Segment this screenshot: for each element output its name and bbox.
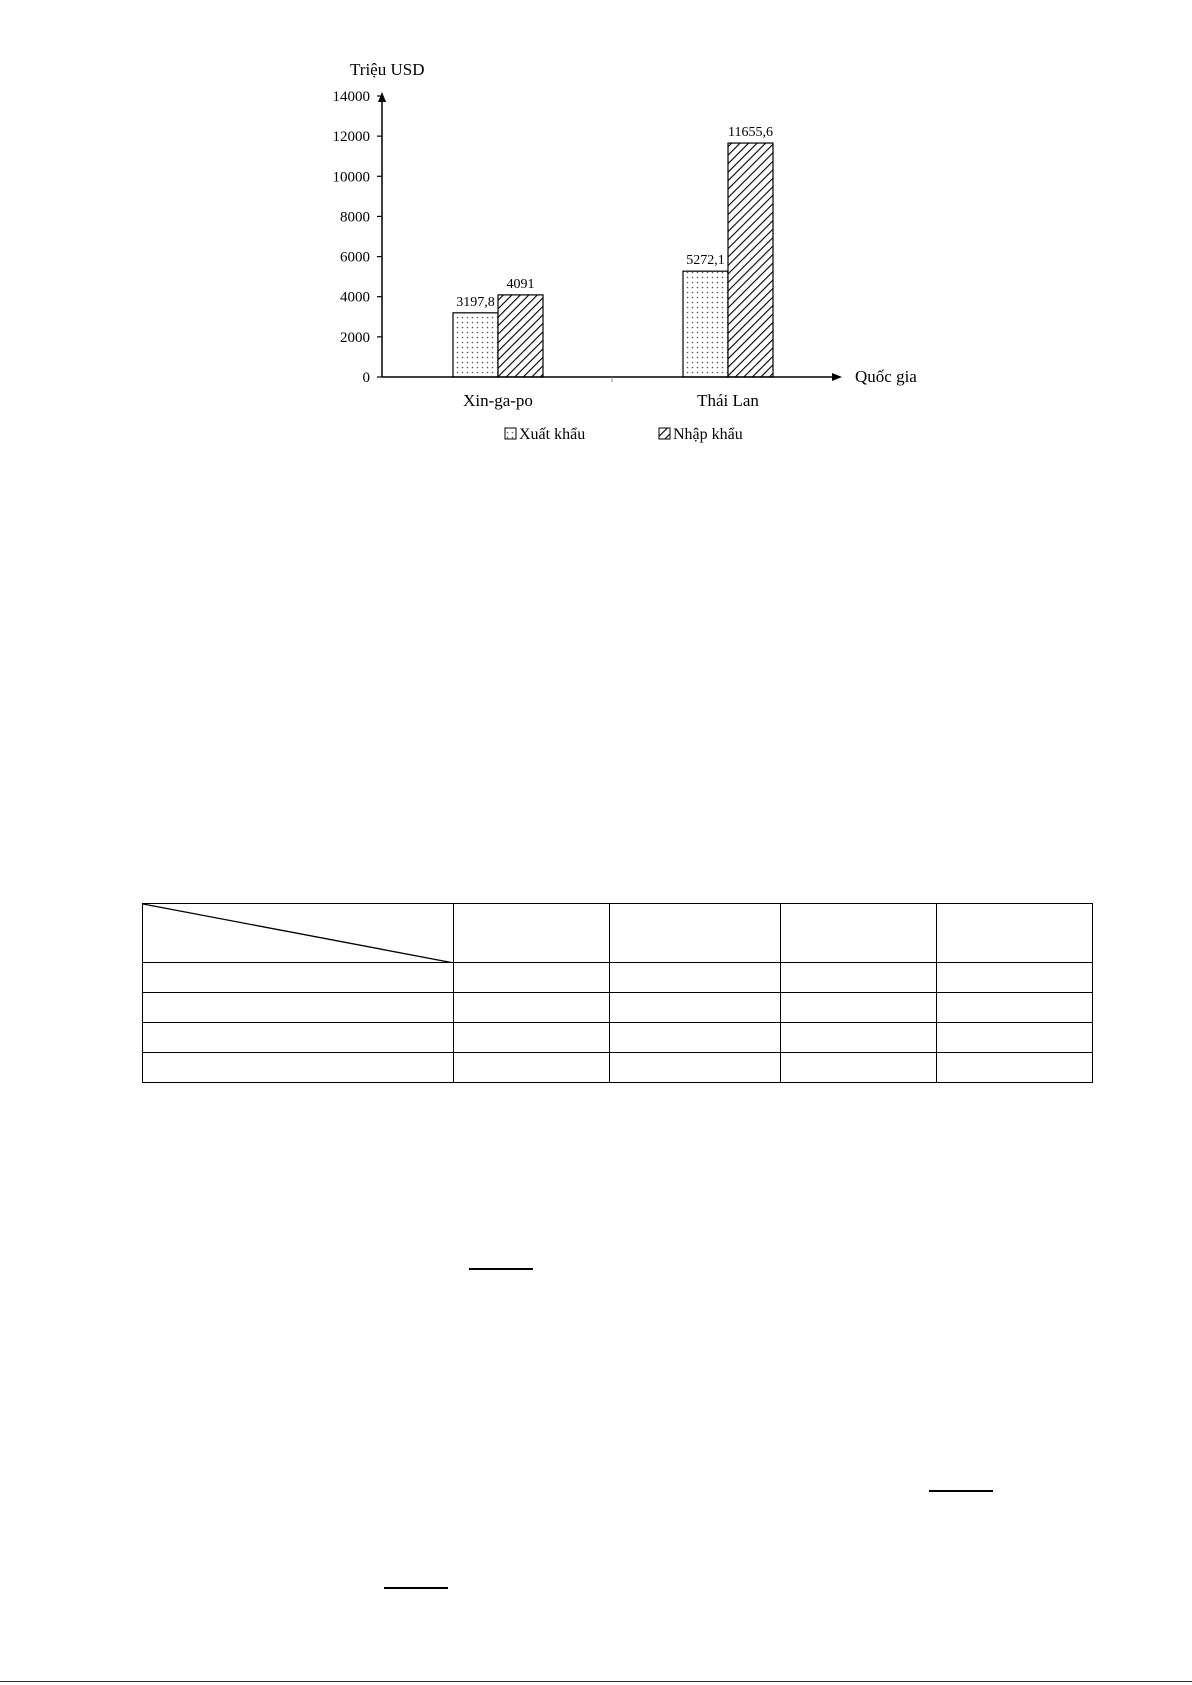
table-cell <box>781 1053 937 1083</box>
bar-import <box>498 295 543 377</box>
x-axis-title: Quốc gia <box>855 367 917 386</box>
table-cell <box>454 993 610 1023</box>
table-corner-cell <box>143 904 454 963</box>
empty-data-table <box>142 903 1093 1083</box>
table-row <box>143 1023 1093 1053</box>
x-category-label: Thái Lan <box>697 391 759 410</box>
y-tick-label: 8000 <box>340 209 370 226</box>
y-tick-label: 4000 <box>340 289 370 306</box>
y-tick-label: 10000 <box>332 169 370 186</box>
table-cell <box>143 1053 454 1083</box>
table-cell <box>781 993 937 1023</box>
table-cell <box>610 993 781 1023</box>
bar-data-label: 3197,8 <box>456 294 495 310</box>
table-cell <box>454 1053 610 1083</box>
table-cell <box>610 1053 781 1083</box>
y-tick-label: 6000 <box>340 249 370 266</box>
y-axis-title: Triệu USD <box>350 60 425 79</box>
bar-export <box>683 271 728 377</box>
y-tick-label: 2000 <box>340 329 370 346</box>
table-row <box>143 963 1093 993</box>
table-cell <box>781 904 937 963</box>
bar-data-label: 11655,6 <box>728 125 773 141</box>
table-cell <box>454 963 610 993</box>
table-cell <box>143 1023 454 1053</box>
bar-import <box>728 143 773 377</box>
y-axis-arrow <box>378 92 386 102</box>
y-tick-label: 0 <box>362 370 370 386</box>
legend-label: Xuất khẩu <box>519 426 586 443</box>
table-cell <box>937 993 1093 1023</box>
table-cell <box>610 963 781 993</box>
underline-mark <box>929 1490 993 1492</box>
x-axis-arrow <box>832 373 842 381</box>
legend-swatch <box>659 428 670 439</box>
table-cell <box>781 1023 937 1053</box>
legend-label: Nhập khẩu <box>673 426 743 443</box>
legend-swatch <box>505 428 516 439</box>
table-cell <box>937 904 1093 963</box>
diagonal-divider <box>143 904 454 963</box>
table-header-row <box>143 904 1093 963</box>
table-cell <box>610 904 781 963</box>
bar-export <box>453 313 498 377</box>
x-category-label: Xin-ga-po <box>463 391 533 410</box>
table-cell <box>937 1023 1093 1053</box>
page-bottom-rule <box>0 1681 1192 1682</box>
y-tick-label: 14000 <box>332 89 370 105</box>
table-cell <box>143 963 454 993</box>
bar-chart <box>0 0 1192 470</box>
y-tick-label: 12000 <box>332 129 370 146</box>
table-cell <box>937 1053 1093 1083</box>
table-cell <box>781 963 937 993</box>
table-cell <box>143 993 454 1023</box>
underline-mark <box>384 1587 448 1589</box>
table-cell <box>937 963 1093 993</box>
underline-mark <box>469 1268 533 1270</box>
table-cell <box>454 904 610 963</box>
table-row <box>143 1053 1093 1083</box>
bar-data-label: 4091 <box>506 276 535 292</box>
bar-data-label: 5272,1 <box>686 253 725 269</box>
table-row <box>143 993 1093 1023</box>
table-cell <box>454 1023 610 1053</box>
table-cell <box>610 1023 781 1053</box>
